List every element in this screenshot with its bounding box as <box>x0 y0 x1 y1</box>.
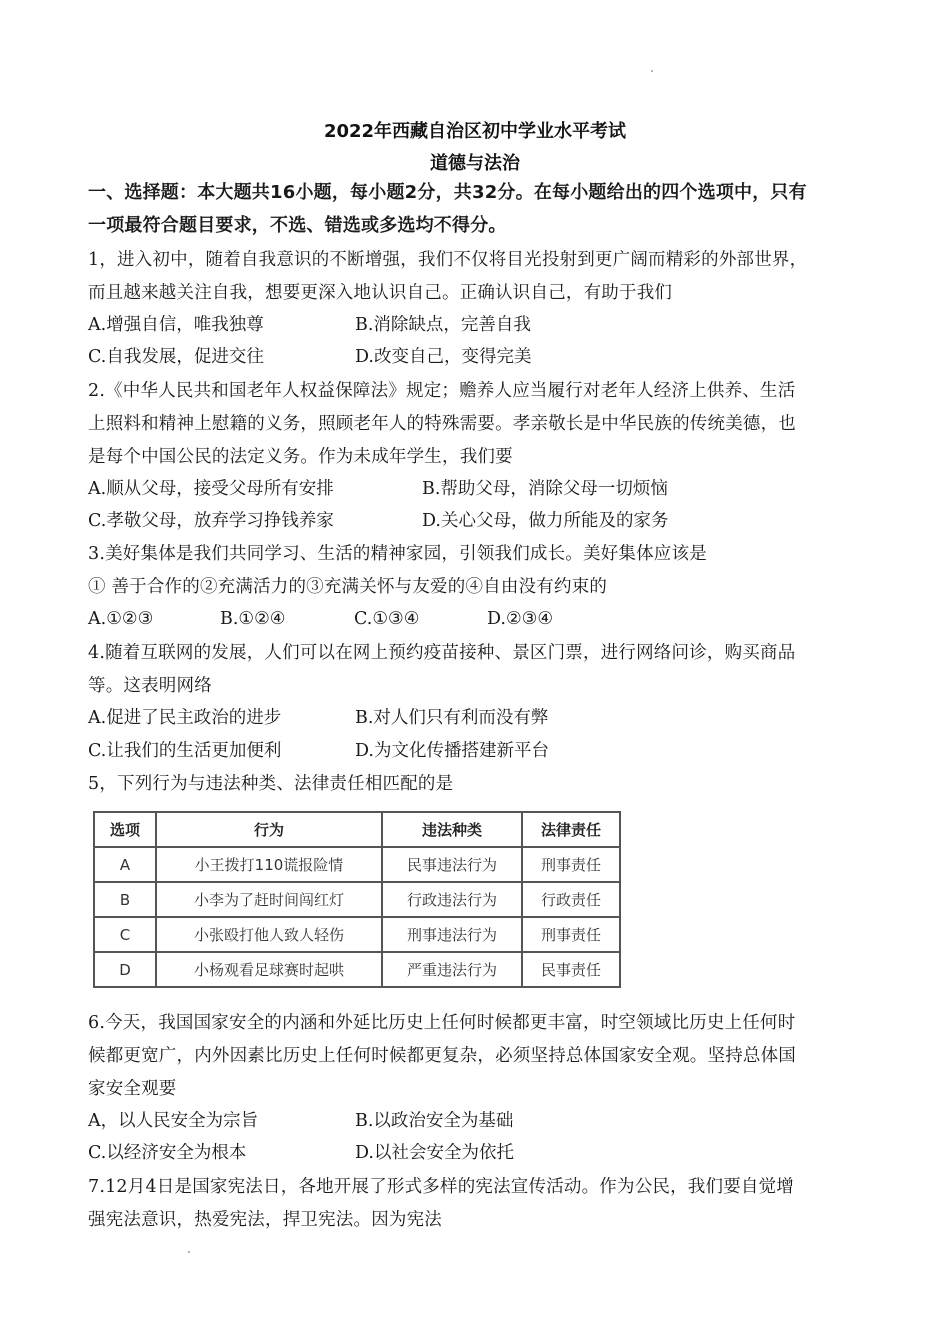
table-cell: 小张殴打他人致人轻伤 <box>156 917 382 952</box>
table-cell: 严重违法行为 <box>382 952 522 987</box>
table-row <box>94 882 620 917</box>
q6-stem-line1: 6.今天，我国国家安全的内涵和外延比历史上任何时候都更丰富，时空领域比历史上任何时 <box>88 1013 796 1033</box>
q6-option-d: D.以社会安全为依托 <box>355 1143 514 1163</box>
section-header-line1: 一、选择题：本大题共16小题，每小题2分，共32分。在每小题给出的四个选项中，只有 <box>88 182 807 203</box>
q1-option-b: B.消除缺点，完善自我 <box>355 315 531 335</box>
section-header-line2: 一项最符合题目要求，不选、错选或多选均不得分。 <box>88 215 507 236</box>
q2-option-b: B.帮助父母，消除父母一切烦恼 <box>422 479 668 499</box>
table-row <box>94 917 620 952</box>
q4-stem-line1: 4.随着互联网的发展，人们可以在网上预约疫苗接种、景区门票，进行网络问诊，购买商品 <box>88 643 796 663</box>
table-header-cell: 选项 <box>94 812 156 847</box>
table-header-cell: 违法种类 <box>382 812 522 847</box>
table-cell: B <box>94 882 156 917</box>
q3-option-c: C.①③④ <box>354 609 420 629</box>
table-cell: A <box>94 847 156 882</box>
q1-option-c: C.自我发展，促进交往 <box>88 347 264 367</box>
q2-stem-line2: 上照料和精神上慰籍的义务，照顾老年人的特殊需要。孝亲敬长是中华民族的传统美德，也 <box>88 414 796 434</box>
q4-option-d: D.为文化传播搭建新平台 <box>355 741 549 761</box>
table-header-row <box>94 812 620 847</box>
q4-stem-line2: 等。这表明网络 <box>88 676 212 696</box>
q1-stem-line2: 而且越来越关注自我，想要更深入地认识自己。正确认识自己，有助于我们 <box>88 283 673 303</box>
scan-speck <box>188 1251 190 1253</box>
q6-option-a: A，以人民安全为宗旨 <box>88 1111 259 1131</box>
q1-stem-line1: 1，进入初中，随着自我意识的不断增强，我们不仅将目光投射到更广阔而精彩的外部世界， <box>88 250 808 270</box>
q5-table <box>93 811 621 988</box>
q4-option-b: B.对人们只有利而没有弊 <box>355 708 549 728</box>
q7-stem-line2: 强宪法意识，热爱宪法，捍卫宪法。因为宪法 <box>88 1210 442 1230</box>
table-cell: 小杨观看足球赛时起哄 <box>156 952 382 987</box>
q1-option-a: A.增强自信，唯我独尊 <box>88 315 264 335</box>
q7-stem-line1: 7.12月4日是国家宪法日，各地开展了形式多样的宪法宣传活动。作为公民，我们要自觉增 <box>88 1177 794 1197</box>
table-cell: 刑事责任 <box>522 917 620 952</box>
exam-subject: 道德与法治 <box>430 153 520 174</box>
q2-option-c: C.孝敬父母，放弃学习挣钱养家 <box>88 511 334 531</box>
table-cell: D <box>94 952 156 987</box>
table-cell: 民事责任 <box>522 952 620 987</box>
table-cell: 刑事责任 <box>522 847 620 882</box>
table-cell: 行政责任 <box>522 882 620 917</box>
table-cell: 小王拨打110谎报险情 <box>156 847 382 882</box>
exam-title: 2022年西藏自治区初中学业水平考试 <box>323 121 627 142</box>
table-row <box>94 952 620 987</box>
table-row <box>94 847 620 882</box>
q4-option-a: A.促进了民主政治的进步 <box>88 708 282 728</box>
q3-option-d: D.②③④ <box>487 609 554 629</box>
table-cell: C <box>94 917 156 952</box>
q5-stem-line1: 5，下列行为与违法种类、法律责任相匹配的是 <box>88 774 454 794</box>
q2-option-a: A.顺从父母，接受父母所有安排 <box>88 479 334 499</box>
q3-option-a: A.①②③ <box>88 609 154 629</box>
q3-option-b: B.①②④ <box>220 609 286 629</box>
q6-stem-line2: 候都更宽广，内外因素比历史上任何时候都更复杂，必须坚持总体国家安全观。坚持总体国 <box>88 1046 796 1066</box>
q1-option-d: D.改变自己，变得完美 <box>355 347 532 367</box>
table-cell: 民事违法行为 <box>382 847 522 882</box>
q6-stem-line3: 家安全观要 <box>88 1079 177 1099</box>
q6-option-c: C.以经济安全为根本 <box>88 1143 247 1163</box>
table-cell: 行政违法行为 <box>382 882 522 917</box>
table-cell: 刑事违法行为 <box>382 917 522 952</box>
q3-stem-line2: ① 善于合作的②充满活力的③充满关怀与友爱的④自由没有约束的 <box>88 577 608 597</box>
q6-option-b: B.以政治安全为基础 <box>355 1111 514 1131</box>
q2-stem-line1: 2.《中华人民共和国老年人权益保障法》规定；赡养人应当履行对老年人经济上供养、生活 <box>88 381 796 401</box>
q2-option-d: D.关心父母，做力所能及的家务 <box>422 511 669 531</box>
table-header-cell: 行为 <box>156 812 382 847</box>
q2-stem-line3: 是每个中国公民的法定义务。作为未成年学生，我们要 <box>88 447 513 467</box>
scan-speck <box>651 70 653 72</box>
q3-stem-line1: 3.美好集体是我们共同学习、生活的精神家园，引领我们成长。美好集体应该是 <box>88 544 707 564</box>
table-cell: 小李为了赶时间闯红灯 <box>156 882 382 917</box>
q4-option-c: C.让我们的生活更加便利 <box>88 741 282 761</box>
table-header-cell: 法律责任 <box>522 812 620 847</box>
